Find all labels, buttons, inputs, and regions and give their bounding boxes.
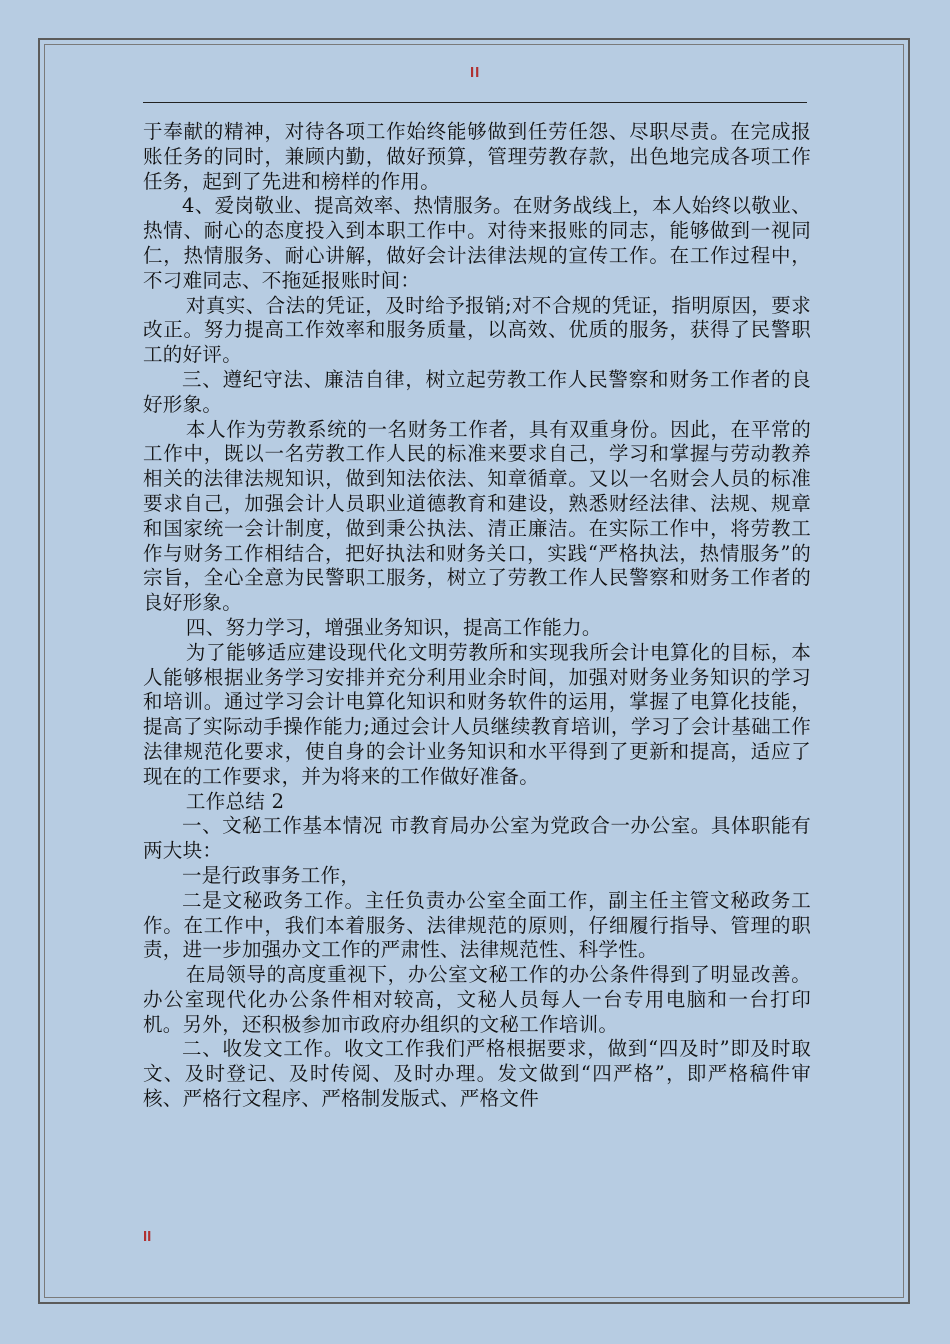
paragraph: 二、收发文工作。收文工作我们严格根据要求，做到“四及时”即及时取文、及时登记、及时传阅、及时办理。发文做到“四严格”，即严格稿件审核、严格行文程序、严格制发版式、严格文件 bbox=[143, 1037, 811, 1111]
paragraph: 三、遵纪守法、廉洁自律，树立起劳教工作人民警察和财务工作者的良好形象。 bbox=[143, 367, 811, 416]
paragraph: 一、文秘工作基本情况 市教育局办公室为党政合一办公室。具体职能有两大块： bbox=[143, 814, 811, 863]
header-mark: II bbox=[470, 64, 481, 81]
paragraph: 为了能够适应建设现代化文明劳教所和实现我所会计电算化的目标，本人能够根据业务学习安排并充分利用业余时间，加强对财务业务知识的学习和培训。通过学习会计电算化知识和财务软件的运用，掌握了电算化技能，提高了实际动手操作能力;通过会计人员继续教育培训，学习了会计基础工作法律规范化要求，使自身的会计业务知识和水平得到了更新和提高，适应了现在的工作要求，并为将来的工作做好准备。 bbox=[143, 640, 811, 788]
paragraph: 一是行政事务工作， bbox=[182, 863, 361, 887]
paragraph: 对真实、合法的凭证，及时给予报销;对不合规的凭证，指明原因，要求改正。努力提高工作效率和服务质量，以高效、优质的服务，获得了民警职工的好评。 bbox=[143, 293, 811, 367]
paragraph: 二是文秘政务工作。主任负责办公室全面工作，副主任主管文秘政务工作。在工作中，我们本着服务、法律规范的原则，仔细履行指导、管理的职责，进一步加强办文工作的严肃性、法律规范性、科学性。 bbox=[143, 888, 811, 962]
document-body bbox=[143, 120, 811, 1112]
paragraph: 于奉献的精神，对待各项工作始终能够做到任劳任怨、尽职尽责。在完成报账任务的同时，兼顾内勤，做好预算，管理劳教存款，出色地完成各项工作任务，起到了先进和榜样的作用。 bbox=[143, 120, 811, 193]
paragraph: 四、努力学习，增强业务知识，提高工作能力。 bbox=[185, 615, 602, 639]
header-rule bbox=[143, 102, 807, 103]
section-heading: 工作总结 2 bbox=[185, 789, 285, 813]
paragraph: 在局领导的高度重视下，办公室文秘工作的办公条件得到了明显改善。办公室现代化办公条件相对较高，文秘人员每人一台专用电脑和一台打印机。另外，还积极参加市政府办组织的文秘工作培训。 bbox=[143, 963, 811, 1036]
paragraph: 本人作为劳教系统的一名财务工作者，具有双重身份。因此，在平常的工作中，既以一名劳教工作人民的标准来要求自己，学习和掌握与劳动教养相关的法律法规知识，做到知法依法、知章循章。又以一名财会人员的标准要求自己，加强会计人员职业道德教育和建设，熟悉财经法律、法规、规章和国家统一会计制度，做到秉公执法、清正廉洁。在实际工作中，将劳教工作与财务工作相结合，把好执法和财务关口，实践“严格执法，热情服务”的宗旨，全心全意为民警职工服务，树立了劳教工作人民警察和财务工作者的良好形象。 bbox=[143, 417, 811, 615]
paragraph: 4、爱岗敬业、提高效率、热情服务。在财务战线上，本人始终以敬业、热情、耐心的态度投入到本职工作中。对待来报账的同志，能够做到一视同仁，热情服务、耐心讲解，做好会计法律法规的宣传工作。在工作过程中，不刁难同志、不拖延报账时间： bbox=[143, 194, 811, 292]
footer-mark: II bbox=[143, 1228, 152, 1245]
